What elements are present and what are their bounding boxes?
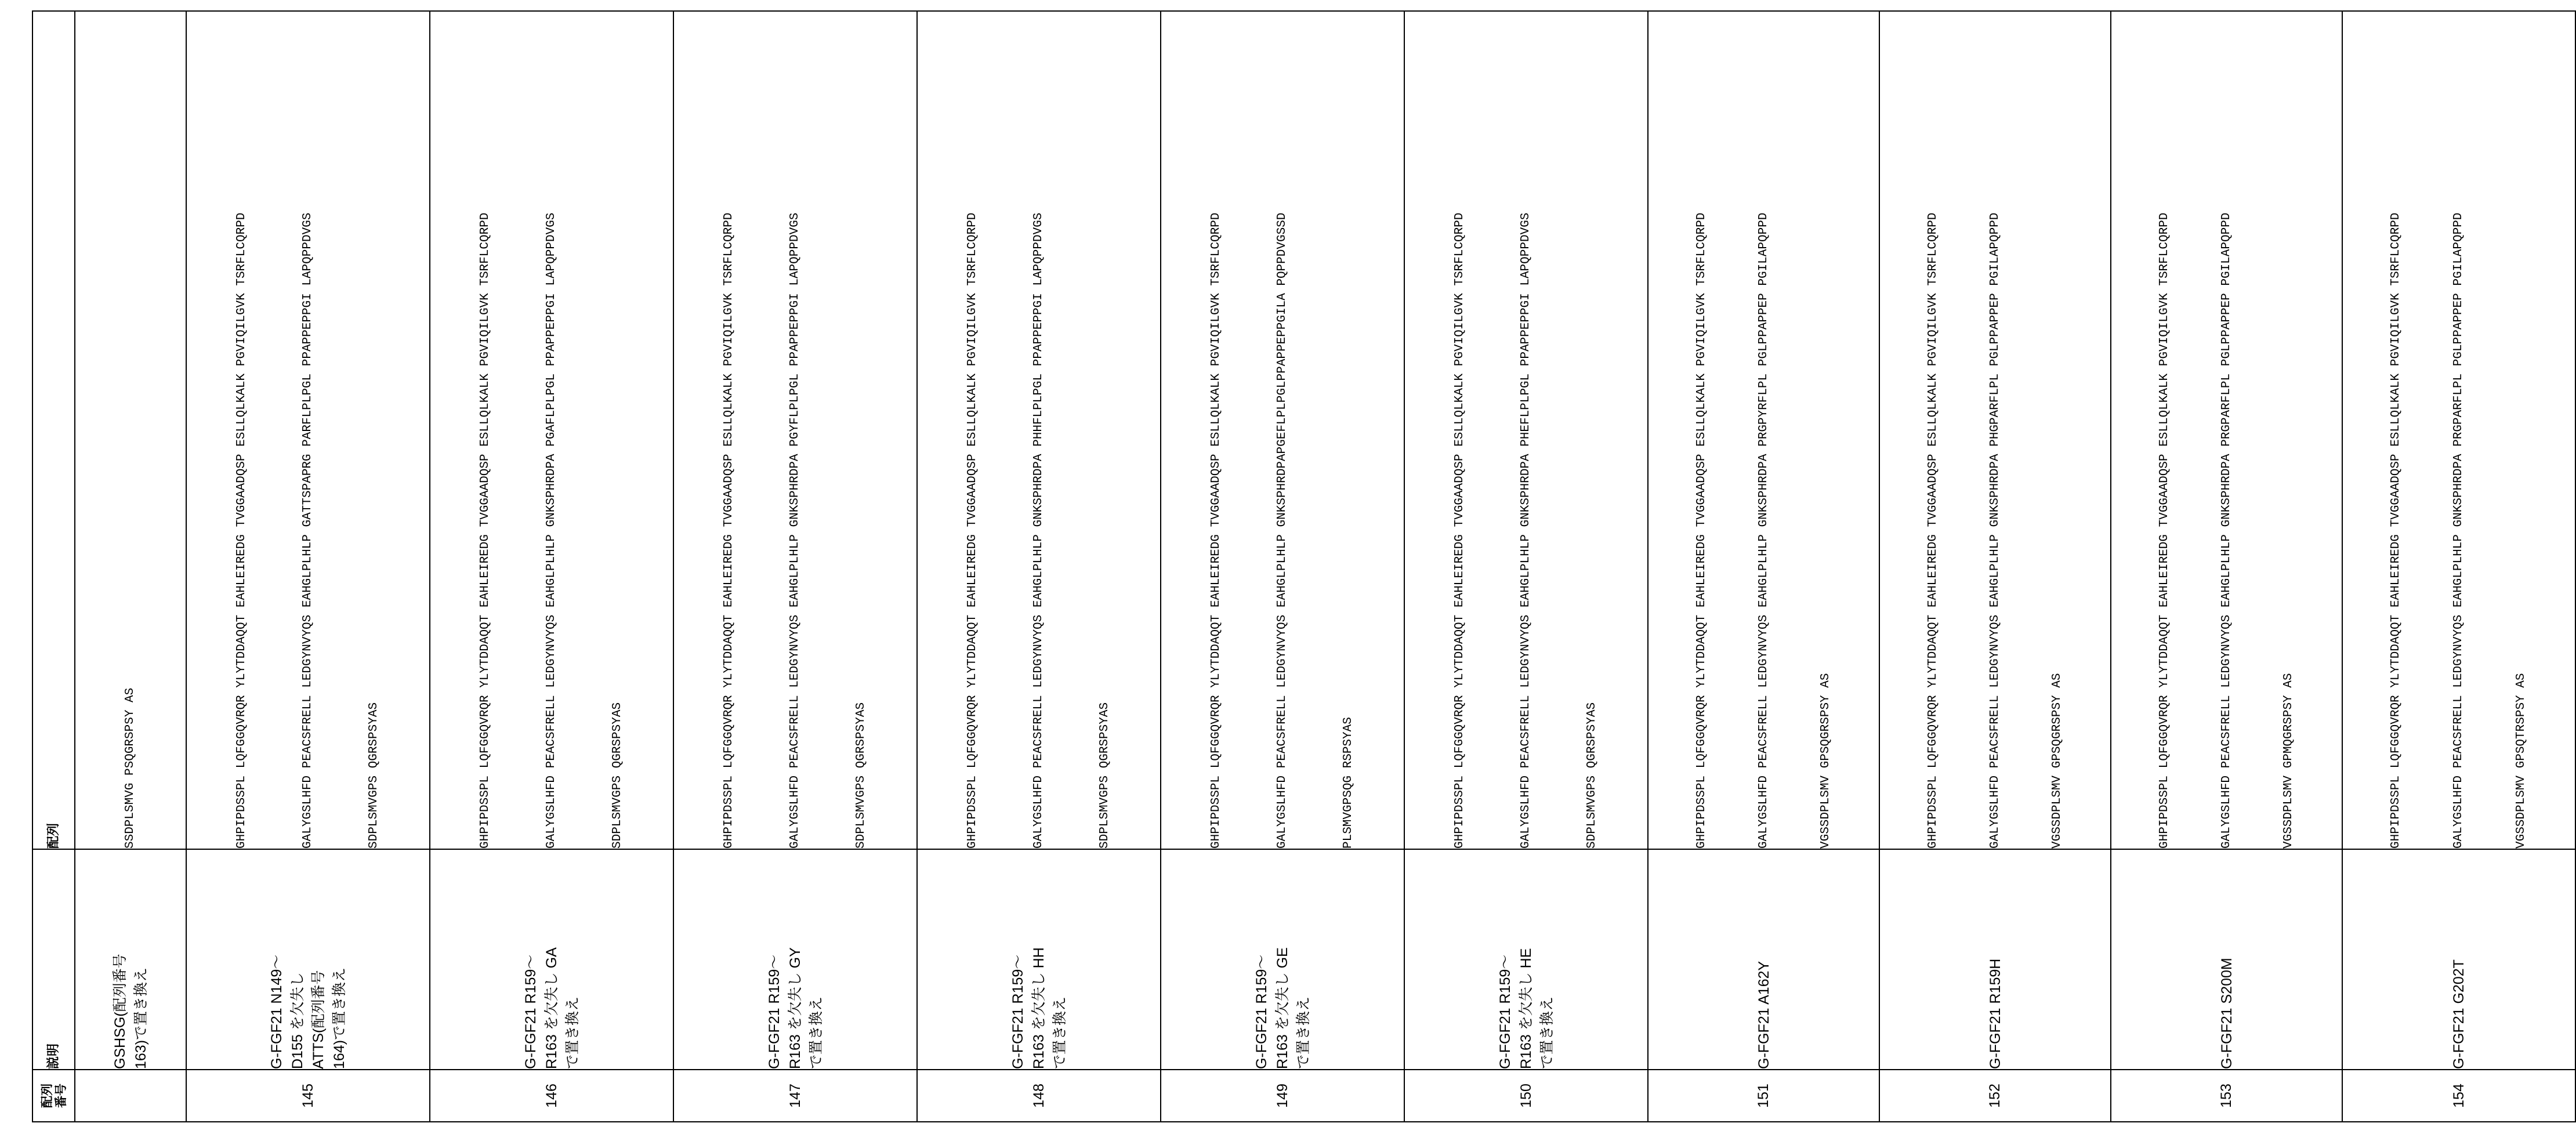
description-cell: G-FGF21 R159～ R163 を欠失し HE で置き換え [1404, 849, 1648, 1070]
sequence-cell [2342, 11, 2575, 849]
sequence-line: GALYGSLHFD PEACSFRELL LEDGYNVYQS EAHGLPLHLP GNKSPHRDPAPGEFLPLPGLPPAPPEPPGILA PQPPDVGSSD [1276, 212, 1289, 849]
sequence-cell [430, 11, 673, 849]
seq-no-cell: 149 [1161, 1070, 1404, 1122]
header-seq-no: 配列 番号 [32, 1070, 75, 1122]
sequence-line: GALYGSLHFD PEACSFRELL LEDGYNVYQS EAHGLPLHLP GNKSPHRDPA PHHFLPLPGL PPAPPEPPGI LAPQPPDVGS [1032, 212, 1045, 849]
sequence-line: GALYGSLHFD PEACSFRELL LEDGYNVYQS EAHGLPLHLP GNKSPHRDPA PRGPARFLPL PGLPPAPPEP PGILAPQPPD [2452, 212, 2465, 849]
table-row [1404, 11, 1648, 1122]
sequence-line: VGSSDPLSMV GPSQGRSPSY AS [2050, 673, 2064, 849]
sequence-line: GALYGSLHFD PEACSFRELL LEDGYNVYQS EAHGLPLHLP GNKSPHRDPA PGYFLPLPGL PPAPPEPPGI LAPQPPDVGS [788, 212, 802, 849]
sequence-line: SDPLSMVGPS QGRSPSYAS [1098, 702, 1111, 849]
table-row [75, 11, 186, 1122]
sequence-line: GALYGSLHFD PEACSFRELL LEDGYNVYQS EAHGLPLHLP GNKSPHRDPA PGAFLPLPGL PPAPPEPPGI LAPQPPDVGS [545, 212, 558, 849]
table-row [430, 11, 673, 1122]
sequence-cell [1404, 11, 1648, 849]
sequence-cell [917, 11, 1161, 849]
description-cell: G-FGF21 R159～ R163 を欠失し HH で置き換え [917, 849, 1161, 1070]
sequence-line: GHPIPDSSPL LQFGGQVRQR YLYTDDAQQT EAHLEIREDG TVGGAADQSP ESLLQLKALK PGVIQILGVK TSRFLCQRPD [235, 212, 248, 849]
sequence-line: GALYGSLHFD PEACSFRELL LEDGYNVYQS EAHGLPLHLP GNKSPHRDPA PRGPARFLPL PGLPPAPPEP PGILAPQPPD [2220, 212, 2233, 849]
sequence-line: PLSMVGPSQG RSPSYAS [1342, 717, 1355, 849]
sequence-line: GHPIPDSSPL LQFGGQVRQR YLYTDDAQQT EAHLEIREDG TVGGAADQSP ESLLQLKALK PGVIQILGVK TSRFLCQRPD [1209, 212, 1223, 849]
sequence-line: SSDPLSMVG PSQGRSPSY AS [124, 687, 137, 849]
sequence-line: SDPLSMVGPS QGRSPSYAS [1585, 702, 1599, 849]
seq-no-cell: 152 [1879, 1070, 2111, 1122]
table-row [917, 11, 1161, 1122]
sequence-cell [1161, 11, 1404, 849]
sequence-line: GALYGSLHFD PEACSFRELL LEDGYNVYQS EAHGLPLHLP GNKSPHRDPA PHEFLPLPGL PPAPPEPPGI LAPQPPDVGS [1519, 212, 1532, 849]
sequence-cell [673, 11, 917, 849]
header-description: 説明 [32, 849, 75, 1070]
table-row [1161, 11, 1404, 1122]
sequence-cell [1648, 11, 1879, 849]
table-row [186, 11, 430, 1122]
sequence-cell [2111, 11, 2342, 849]
table-row [2342, 11, 2575, 1122]
sequence-line: GHPIPDSSPL LQFGGQVRQR YLYTDDAQQT EAHLEIREDG TVGGAADQSP ESLLQLKALK PGVIQILGVK TSRFLCQRPD [1453, 212, 1466, 849]
table-row [1648, 11, 1879, 1122]
description-cell: G-FGF21 S200M [2111, 849, 2342, 1070]
sequence-line: GALYGSLHFD PEACSFRELL LEDGYNVYQS EAHGLPLHLP GATTSPAPRG PARFLPLPGL PPAPPEPPGI LAPQPPDVGS [301, 212, 314, 849]
seq-no-cell: 151 [1648, 1070, 1879, 1122]
description-cell: G-FGF21 R159～ R163 を欠失し GE で置き換え [1161, 849, 1404, 1070]
description-cell: G-FGF21 R159～ R163 を欠失し GY で置き換え [673, 849, 917, 1070]
sequence-line: GHPIPDSSPL LQFGGQVRQR YLYTDDAQQT EAHLEIREDG TVGGAADQSP ESLLQLKALK PGVIQILGVK TSRFLCQRPD [1695, 212, 1708, 849]
description-cell: GSHSG(配列番号 163)で置き換え [75, 849, 186, 1070]
sequence-cell [1879, 11, 2111, 849]
sequence-line: GHPIPDSSPL LQFGGQVRQR YLYTDDAQQT EAHLEIREDG TVGGAADQSP ESLLQLKALK PGVIQILGVK TSRFLCQRPD [2158, 212, 2171, 849]
sequence-line: GHPIPDSSPL LQFGGQVRQR YLYTDDAQQT EAHLEIREDG TVGGAADQSP ESLLQLKALK PGVIQILGVK TSRFLCQRPD [479, 212, 492, 849]
rotated-document-page [32, 12, 2528, 1122]
sequence-line: VGSSDPLSMV GPMQGRSPSY AS [2282, 673, 2295, 849]
seq-no-cell: 150 [1404, 1070, 1648, 1122]
seq-no-cell: 146 [430, 1070, 673, 1122]
sequence-cell [75, 11, 186, 849]
description-cell: G-FGF21 G202T [2342, 849, 2575, 1070]
table-row [1879, 11, 2111, 1122]
sequence-line: GHPIPDSSPL LQFGGQVRQR YLYTDDAQQT EAHLEIREDG TVGGAADQSP ESLLQLKALK PGVIQILGVK TSRFLCQRPD [1926, 212, 1940, 849]
sequence-line: GHPIPDSSPL LQFGGQVRQR YLYTDDAQQT EAHLEIREDG TVGGAADQSP ESLLQLKALK PGVIQILGVK TSRFLCQRPD [2389, 212, 2403, 849]
sequence-line: GHPIPDSSPL LQFGGQVRQR YLYTDDAQQT EAHLEIREDG TVGGAADQSP ESLLQLKALK PGVIQILGVK TSRFLCQRPD [722, 212, 736, 849]
description-cell: G-FGF21 R159～ R163 を欠失し GA で置き換え [430, 849, 673, 1070]
seq-no-cell: 145 [186, 1070, 430, 1122]
table-row [2111, 11, 2342, 1122]
sequence-line: SDPLSMVGPS QGRSPSYAS [367, 702, 381, 849]
sequence-line: VGSSDPLSMV GPSQGRSPSY AS [1819, 673, 1832, 849]
sequence-line: SDPLSMVGPS QGRSPSYAS [611, 702, 624, 849]
seq-no-cell: 153 [2111, 1070, 2342, 1122]
description-cell: G-FGF21 R159H [1879, 849, 2111, 1070]
header-sequence: 配列 [32, 11, 75, 849]
sequence-line: GALYGSLHFD PEACSFRELL LEDGYNVYQS EAHGLPLHLP GNKSPHRDPA PHGPARFLPL PGLPPAPPEP PGILAPQPPD [1988, 212, 2002, 849]
seq-no-cell: 147 [673, 1070, 917, 1122]
sequence-line: VGSSDPLSMV GPSQTRSPSY AS [2515, 673, 2528, 849]
header-row [32, 11, 75, 1122]
sequence-line: GALYGSLHFD PEACSFRELL LEDGYNVYQS EAHGLPLHLP GNKSPHRDPA PRGPYRFLPL PGLPPAPPEP PGILAPQPPD [1757, 212, 1770, 849]
table-row [673, 11, 917, 1122]
seq-no-cell: 154 [2342, 1070, 2575, 1122]
sequence-line: GHPIPDSSPL LQFGGQVRQR YLYTDDAQQT EAHLEIREDG TVGGAADQSP ESLLQLKALK PGVIQILGVK TSRFLCQRPD [966, 212, 979, 849]
description-cell: G-FGF21 N149～ D155 を欠失し ATTS(配列番号 164)で置き換え [186, 849, 430, 1070]
seq-no-cell: 148 [917, 1070, 1161, 1122]
sequence-line: SDPLSMVGPS QGRSPSYAS [854, 702, 868, 849]
description-cell: G-FGF21 A162Y [1648, 849, 1879, 1070]
sequence-table [32, 10, 2576, 1122]
seq-no-cell [75, 1070, 186, 1122]
sequence-cell [186, 11, 430, 849]
